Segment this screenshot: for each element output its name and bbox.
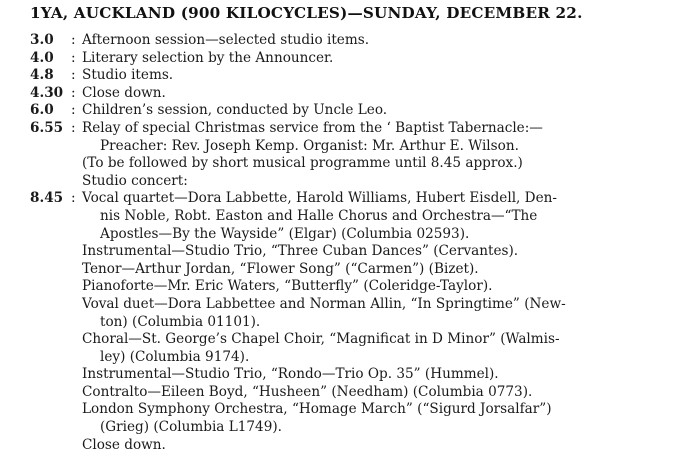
- station-heading: 1YA, AUCKLAND (900 KILOCYCLES)—SUNDAY, DECEMBER 22.: [30, 4, 583, 22]
- entry-line: Close down.: [82, 436, 166, 453]
- entry-text: [82, 190, 566, 454]
- entry-line: Afternoon session—selected studio items.: [82, 32, 370, 48]
- entry-line: London Symphony Orchestra, “Homage March” (“Sigurd Jorsalfar”): [82, 401, 552, 418]
- entry-line: Relay of special Christmas service from the ‘ Baptist Tabernacle:—: [82, 119, 543, 136]
- entry-line: Contralto—Eileen Boyd, “Husheen” (Needham) (Columbia 0773).: [82, 383, 533, 400]
- entry-line: Preacher: Rev. Joseph Kemp. Organist: Mr. Arthur E. Wilson.: [100, 137, 519, 154]
- entry-line: Voval duet—Dora Labbettee and Norman Allin, “In Springtime” (New-: [82, 295, 566, 312]
- entry-text: [82, 120, 543, 190]
- entry-text: [82, 102, 387, 120]
- entry-line: ton) (Columbia 01101).: [100, 313, 261, 330]
- entry-line: nis Noble, Robt. Easton and Halle Chorus and Orchestra—“The: [100, 207, 538, 224]
- time-separator: :: [71, 67, 76, 84]
- time-separator: :: [71, 102, 76, 119]
- entry-text: [82, 85, 166, 103]
- time-separator: :: [71, 84, 76, 101]
- schedule-entry: [0, 50, 700, 68]
- time-separator: :: [71, 32, 76, 48]
- schedule-entry: [0, 102, 700, 120]
- time-separator: :: [71, 190, 76, 207]
- time-separator: :: [71, 119, 76, 136]
- entry-line: Children’s session, conducted by Uncle Leo.: [82, 102, 388, 119]
- entry-time: 6.0: [30, 102, 54, 119]
- schedule-entry: [0, 190, 700, 454]
- entry-line: Studio items.: [82, 67, 174, 84]
- schedule-entry: [0, 120, 700, 190]
- entry-time: 4.8: [30, 67, 54, 84]
- entry-line: (Grieg) (Columbia L1749).: [100, 419, 282, 436]
- entry-line: Pianoforte—Mr. Eric Waters, “Butterfly” (Coleridge-Taylor).: [82, 278, 493, 295]
- time-separator: :: [71, 49, 76, 66]
- schedule-entries: [0, 32, 700, 454]
- entry-time: 4.30: [30, 84, 64, 101]
- entry-text: [82, 32, 369, 50]
- entry-line: Instrumental—Studio Trio, “Rondo—Trio Op. 35” (Hummel).: [82, 366, 499, 383]
- entry-line: Literary selection by the Announcer.: [82, 49, 334, 66]
- schedule-entry: [0, 32, 700, 50]
- entry-time: 6.55: [30, 119, 64, 136]
- entry-line: Apostles—By the Wayside” (Elgar) (Columbia 02593).: [100, 225, 470, 242]
- entry-line: Vocal quartet—Dora Labbette, Harold Williams, Hubert Eisdell, Den-: [82, 190, 557, 207]
- schedule-entry: [0, 67, 700, 85]
- entry-line: Instrumental—Studio Trio, “Three Cuban Dances” (Cervantes).: [82, 243, 519, 260]
- entry-line: ley) (Columbia 9174).: [100, 348, 250, 365]
- entry-line: Tenor—Arthur Jordan, “Flower Song” (“Carmen”) (Bizet).: [82, 260, 479, 277]
- schedule-entry: [0, 85, 700, 103]
- entry-time: 8.45: [30, 190, 64, 207]
- entry-line: Close down.: [82, 84, 166, 101]
- entry-line: Choral—St. George’s Chapel Choir, “Magnificat in D Minor” (Walmis-: [82, 331, 560, 348]
- entry-line: Studio concert:: [82, 172, 188, 189]
- entry-time: 4.0: [30, 49, 54, 66]
- entry-text: [82, 50, 333, 68]
- entry-time: 3.0: [30, 32, 54, 48]
- entry-text: [82, 67, 173, 85]
- entry-line: (To be followed by short musical programme until 8.45 approx.): [82, 155, 523, 172]
